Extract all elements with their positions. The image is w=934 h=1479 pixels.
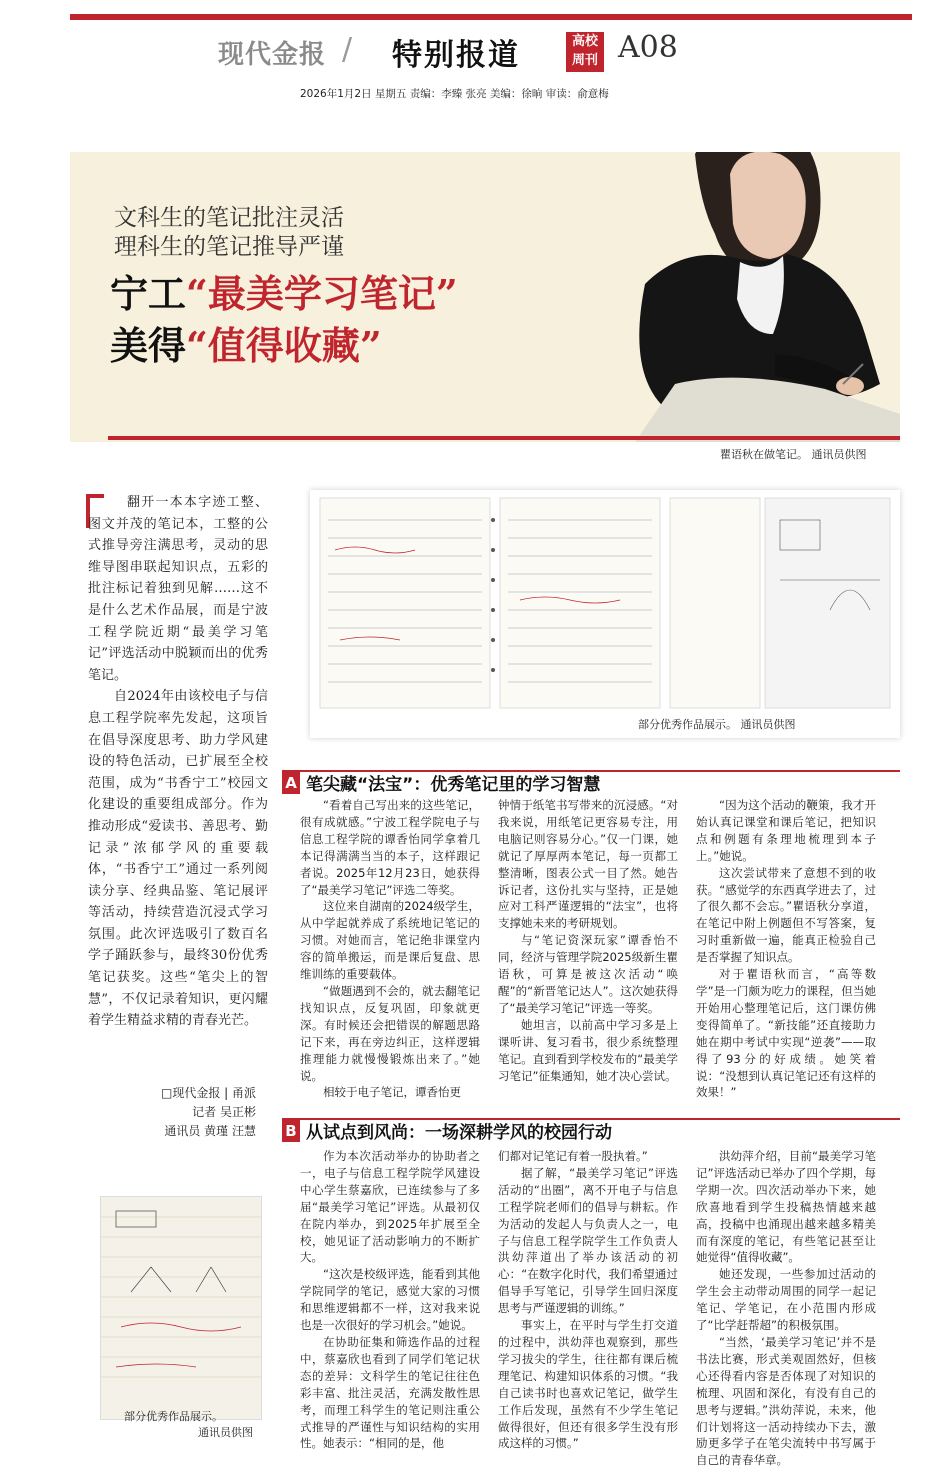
a-paragraph: 相较于电子笔记，谭香怡更 bbox=[323, 1085, 461, 1100]
hero-subtitle bbox=[114, 204, 344, 262]
page-number: A08 bbox=[618, 30, 678, 65]
intro-paragraph-1: 翻开一本本字迹工整、图文并茂的笔记本，工整的公式推导旁注满思考，灵动的思维导图串联起知识点，五彩的批注标记着独到见解……这不是什么艺术作品展，而是宁波工程学院近期“最美学习笔记”评选活动中脱颖而出的优秀笔记。 bbox=[88, 495, 268, 683]
section-title: 特别报道 bbox=[392, 38, 520, 73]
headline-1b: “最美学习笔记” bbox=[186, 271, 458, 316]
photo2-caption-2: 通讯员供图 bbox=[198, 1426, 253, 1439]
badge-line-1: 高校 bbox=[571, 34, 598, 49]
hero-caption: 瞿语秋在做笔记。 通讯员供图 bbox=[720, 448, 867, 461]
student-writing-photo bbox=[525, 152, 900, 442]
section-a-col-2 bbox=[498, 797, 678, 1084]
section-b-col-2 bbox=[498, 1148, 678, 1452]
a-paragraph: 她坦言，以前高中学习多是上课听讲、复习看书，很少系统整理笔记。直到看到学校发布的“最美学习笔记”征集通知，她才决心尝试。 bbox=[498, 1017, 678, 1083]
byline-source: □现代金报 | 甬派 bbox=[160, 1086, 256, 1100]
subtitle-line-2: 理科生的笔记推导严谨 bbox=[114, 234, 344, 260]
section-a-col-1 bbox=[300, 797, 480, 1101]
section-a-title: 笔尖藏“法宝”：优秀笔记里的学习智慧 bbox=[306, 775, 601, 795]
hero-banner bbox=[70, 152, 900, 442]
intro-paragraph-2: 自2024年由该校电子与信息工程学院率先发起，这项旨在倡导深度思考、助力学风建设的特色活动，已扩展至全校范围，成为“书香宁工”校园文化建设的重要组成部分。作为推动形成“爱读书、善思考、勤记录”浓郁学风的重要载体，“书香宁工”通过一系列阅读分享、经典品鉴、笔记展评等活动，持续营造沉浸式学习氛围。此次评选吸引了数百名学子踊跃参与，最终30份优秀笔记获奖。这些“笔尖上的智慧”，不仅记录着知识，更闪耀着学生精益求精的青春光芒。 bbox=[88, 689, 268, 1029]
b-paragraph: “当然，‘最美学习笔记’并不是书法比赛，形式美观固然好，但核心还得看内容是否体现了对知识的梳理、巩固和深化，有没有自己的思考与逻辑。”洪幼萍说，未来，他们计划将这一活动持续办下去，激励更多学子在笔尖流转中书写属于自己的青春华章。 bbox=[696, 1334, 876, 1468]
a-paragraph: 与“笔记资深玩家”谭香怡不同，经济与管理学院2025级新生瞿语秋，可算是被这次活动“唤醒”的“新晋笔记达人”。这次她获得了“最美学习笔记”评选一等奖。 bbox=[498, 933, 678, 1015]
intro-text bbox=[88, 492, 268, 1032]
a-paragraph: 钟情于纸笔书写带来的沉浸感。“对我来说，用纸笔记更容易专注，用电脑记则容易分心。”仅一门课，她就记了厚厚两本笔记，每一页都工整清晰，图表公式一目了然。她告诉记者，这份扎实与坚持，正是她应对工科严谨逻辑的“法宝”，也将支撑她未来的考研规划。 bbox=[498, 798, 678, 931]
notebook-photos bbox=[310, 490, 900, 738]
paper-name: 现代金报 bbox=[218, 40, 327, 70]
b-paragraph: 们都对记笔记有着一股执着。” bbox=[498, 1149, 648, 1163]
b-paragraph: 作为本次活动举办的协助者之一，电子与信息工程学院学风建设中心学生蔡嘉欣，已连续参与了多届“最美学习笔记”评选。从最初仅在院内举办，到2025年扩展至全校，她见证了活动影响力的不断扩大。 bbox=[300, 1149, 480, 1265]
masthead-divider: / bbox=[342, 32, 353, 67]
byline-reporter: 记者 吴正彬 bbox=[192, 1105, 256, 1119]
weekly-badge bbox=[566, 32, 604, 72]
a-paragraph: 对于瞿语秋而言，“高等数学”是一门颇为吃力的课程，但当她开始用心整理笔记后，这门课仿佛变得简单了。“新技能”还直接助力她在期中考试中实现“逆袭”——取得了93分的好成绩。她笑着说：“没想到认真记笔记还有这样的效果！” bbox=[696, 967, 876, 1100]
headline-1a: 宁工 bbox=[110, 271, 187, 316]
subtitle-line-1: 文科生的笔记批注灵活 bbox=[114, 205, 344, 231]
dateline: 2026年1月2日 星期五 责编：李臻 张亮 美编：徐晌 审读：俞意梅 bbox=[300, 88, 609, 100]
b-paragraph: “这次是校级评选，能看到其他学院同学的笔记，感觉大家的习惯和思维逻辑都不一样，这对我来说也是一次很好的学习机会。”她说。 bbox=[300, 1267, 480, 1333]
badge-line-2: 周刊 bbox=[571, 53, 598, 68]
headline-2b: “值得收藏” bbox=[186, 323, 382, 368]
headline bbox=[110, 268, 458, 372]
byline-correspondents: 通讯员 黄瑾 汪慧 bbox=[164, 1124, 256, 1138]
section-b-badge: B bbox=[282, 1120, 300, 1142]
section-a-badge: A bbox=[282, 772, 300, 794]
hero-rule bbox=[108, 436, 900, 440]
b-paragraph: 据了解，“最美学习笔记”评选活动的“出圈”，离不开电子与信息工程学院老师们的倡导与耕耘。作为活动的发起人与负责人之一，电子与信息工程学院学生工作负责人洪幼萍道出了举办该活动的初心：“在数字化时代，我们希望通过倡导手写笔记，引导学生回归深度思考与严谨逻辑的训练。” bbox=[498, 1165, 678, 1316]
a-paragraph: 这位来自湖南的2024级学生，从中学起就养成了系统地记笔记的习惯。对她而言，笔记绝非课堂内容的简单搬运，而是课后复盘、思维训练的重要载体。 bbox=[300, 899, 480, 982]
top-red-bar bbox=[70, 14, 912, 20]
a-paragraph: 这次尝试带来了意想不到的收获。“感觉学的东西真学进去了，过了很久都不会忘。”瞿语秋分享道，在笔记中附上例题但不写答案，复习时重新做一遍，能真正检验自己是否掌握了知识点。 bbox=[696, 865, 876, 965]
section-b-col-3 bbox=[696, 1148, 876, 1469]
notebook-photo-2 bbox=[100, 1196, 262, 1420]
b-paragraph: 她还发现，一些参加过活动的学生会主动带动周围的同学一起记笔记、学笔记，在小范围内形成了“比学赶帮超”的积极氛围。 bbox=[696, 1267, 876, 1333]
notes-photo-panel bbox=[310, 490, 900, 738]
masthead bbox=[70, 22, 912, 82]
notebook-sketch bbox=[101, 1197, 261, 1397]
b-paragraph: 事实上，在平时与学生打交道的过程中，洪幼萍也观察到，那些学习拔尖的学生，往往都有课后梳理笔记、构建知识体系的习惯。“我自己读书时也喜欢记笔记，做学生工作后发现，虽然有不少学生笔记做得很好，但还有很多学生没有形成这样的习惯。” bbox=[498, 1318, 678, 1451]
byline bbox=[88, 1084, 256, 1141]
section-b-title: 从试点到风尚：一场深耕学风的校园行动 bbox=[306, 1123, 612, 1143]
a-paragraph: “做题遇到不会的，就去翻笔记找知识点，反复巩固，印象就更深。有时候还会把错误的解题思路记下来，再在旁边纠正，这样逻辑推理能力就慢慢锻炼出来了。”她说。 bbox=[300, 983, 480, 1083]
headline-2a: 美得 bbox=[110, 323, 187, 368]
b-paragraph: 洪幼萍介绍，目前“最美学习笔记”评选活动已举办了四个学期，每学期一次。四次活动举办下来，她欣喜地看到学生投稿热情越来越高，投稿中也涌现出越来越多精美而有深度的笔记，有些笔记甚至让她觉得“值得收藏”。 bbox=[696, 1149, 876, 1265]
b-paragraph: 在协助征集和筛选作品的过程中，蔡嘉欣也看到了同学们笔记状态的差异：文科学生的笔记往往色彩丰富、批注灵活，充满发散性思考，而理工科学生的笔记则注重公式推导的严谨性与知识结构的实用性。她表示：“相同的是，他 bbox=[300, 1334, 480, 1451]
a-paragraph: “因为这个活动的鞭策，我才开始认真记课堂和课后笔记，把知识点和例题有条理地梳理到本子上。”她说。 bbox=[696, 798, 876, 863]
notes-caption: 部分优秀作品展示。 通讯员供图 bbox=[638, 718, 796, 731]
section-a-col-3 bbox=[696, 797, 876, 1101]
a-paragraph: “看着自己写出来的这些笔记，很有成就感。”宁波工程学院电子与信息工程学院的谭香怡同学拿着几本记得满满当当的本子，这样跟记者说。2025年12月23日，她获得了“最美学习笔记”评选二等奖。 bbox=[300, 798, 480, 897]
section-b-col-1 bbox=[300, 1148, 480, 1452]
photo2-caption-1: 部分优秀作品展示。 bbox=[124, 1410, 223, 1423]
